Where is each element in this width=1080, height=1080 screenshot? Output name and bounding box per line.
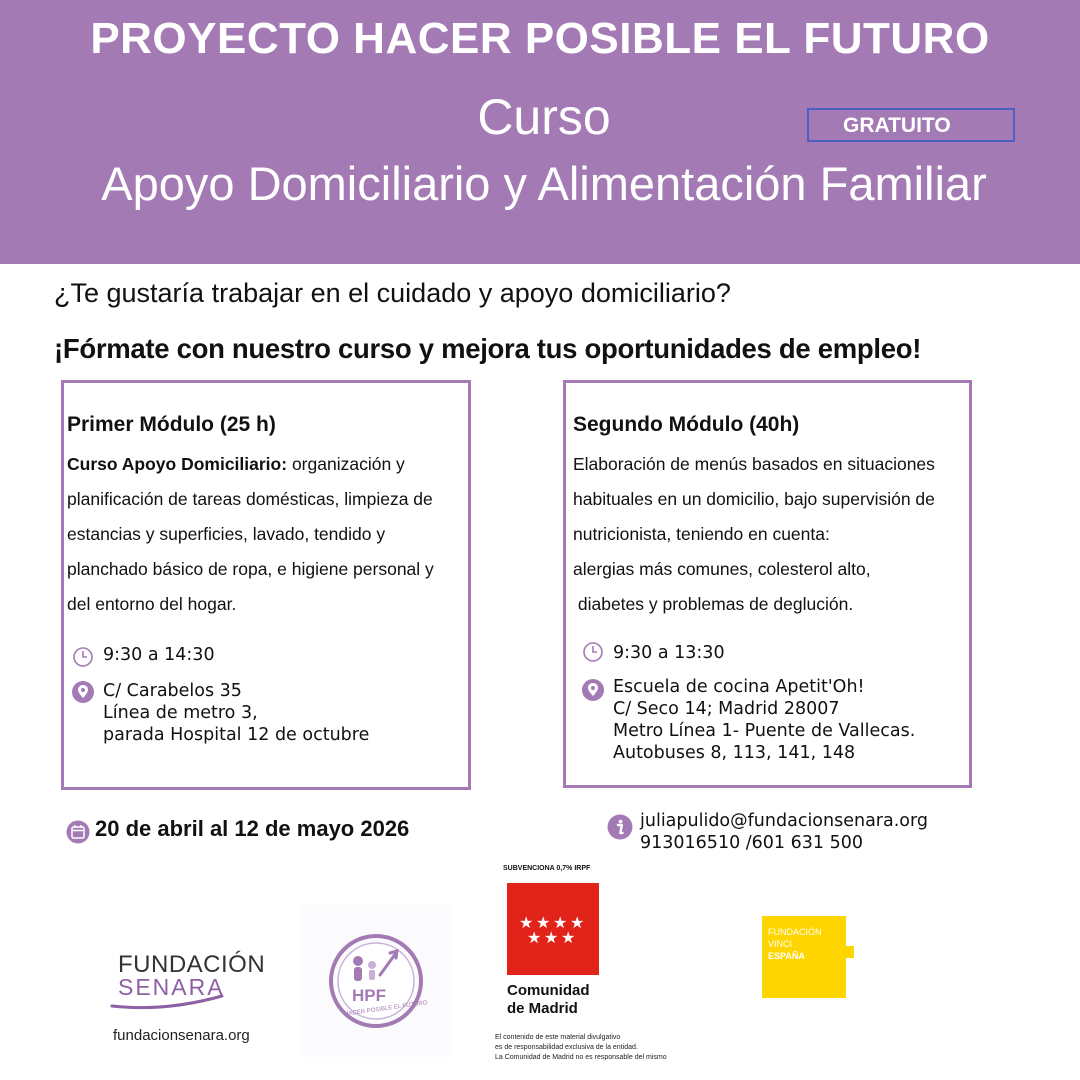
contact-email[interactable]: juliapulido@fundacionsenara.org — [640, 811, 928, 831]
vinci-line2: VINCI — [768, 939, 793, 949]
calendar-icon — [66, 820, 90, 844]
hpf-logo-badge — [300, 905, 452, 1057]
info-icon — [607, 814, 633, 840]
disclaimer-line: El contenido de este material divulgativo — [495, 1034, 621, 1041]
address-line: Escuela de cocina Apetit'Oh! — [613, 677, 865, 697]
svg-text:★: ★ — [570, 913, 585, 932]
senara-logo-line1: FUNDACIÓN — [118, 951, 266, 978]
project-title: PROYECTO HACER POSIBLE EL FUTURO — [90, 14, 990, 63]
location-pin-icon — [581, 678, 605, 704]
madrid-logo-line2: de Madrid — [507, 1000, 578, 1017]
address-line: C/ Carabelos 35 — [103, 681, 242, 701]
module2-line: alergias más comunes, colesterol alto, — [573, 559, 871, 579]
svg-text:★: ★ — [553, 913, 568, 932]
svg-text:★: ★ — [544, 928, 559, 947]
svg-text:★: ★ — [519, 913, 534, 932]
module2-line: habituales en un domicilio, bajo supervisión de — [573, 489, 935, 509]
senara-logo-line2: SENARA — [118, 974, 225, 1000]
call-to-action: ¡Fórmate con nuestro curso y mejora tus oportunidades de empleo! — [54, 333, 922, 364]
senara-swoosh-icon — [110, 994, 225, 1014]
disclaimer-line: La Comunidad de Madrid no es responsable del mismo — [495, 1054, 667, 1061]
vinci-logo-tab — [846, 946, 854, 958]
module1-address — [103, 680, 369, 746]
disclaimer-line: es de responsabilidad exclusiva de la entidad. — [495, 1044, 638, 1051]
intro-question: ¿Te gustaría trabajar en el cuidado y apoyo domiciliario? — [54, 278, 731, 308]
module1-line: organización y — [287, 454, 405, 474]
course-name: Apoyo Domiciliario y Alimentación Familiar — [101, 157, 987, 210]
madrid-logo-line1: Comunidad — [507, 982, 590, 999]
module1-lead: Curso Apoyo Domiciliario: — [67, 454, 288, 474]
svg-text:★: ★ — [561, 928, 576, 947]
free-badge: GRATUITO — [807, 108, 1015, 142]
vinci-line1: FUNDACIÓN — [768, 927, 822, 937]
clock-icon — [72, 646, 94, 668]
madrid-disclaimer — [495, 1033, 667, 1063]
course-word: Curso — [477, 89, 611, 145]
contact-info — [640, 810, 928, 854]
module1-time: 9:30 a 14:30 — [103, 645, 215, 665]
hpf-ring-text: HACER POSIBLE EL FUTURO — [343, 1000, 428, 1018]
module1-line: planchado básico de ropa, e higiene personal y — [67, 559, 434, 579]
module2-line: nutricionista, teniendo en cuenta: — [573, 524, 830, 544]
module2-line: Elaboración de menús basados en situaciones — [573, 454, 935, 474]
address-line: Autobuses 8, 113, 141, 148 — [613, 743, 856, 763]
module1-line: planificación de tareas domésticas, limpieza de — [67, 489, 433, 509]
module2-title: Segundo Módulo (40h) — [573, 413, 800, 436]
hpf-logo-text: HPF — [352, 986, 386, 1005]
madrid-flag-icon — [507, 883, 599, 975]
vinci-logo-text — [768, 926, 822, 962]
module2-description — [573, 447, 935, 622]
contact-phones: 913016510 /601 631 500 — [640, 833, 863, 853]
senara-url[interactable]: fundacionsenara.org — [113, 1027, 250, 1044]
address-line: parada Hospital 12 de octubre — [103, 725, 370, 745]
location-pin-icon — [71, 680, 95, 706]
module2-time: 9:30 a 13:30 — [613, 643, 725, 663]
subvenciona-text: SUBVENCIONA 0,7% IRPF — [503, 865, 591, 872]
svg-text:★: ★ — [527, 928, 542, 947]
header-banner — [0, 0, 1080, 264]
vinci-line3: ESPAÑA — [768, 951, 805, 961]
module1-title: Primer Módulo (25 h) — [67, 413, 276, 436]
address-line: C/ Seco 14; Madrid 28007 — [613, 699, 840, 719]
module1-description — [67, 447, 434, 622]
course-dates: 20 de abril al 12 de mayo 2026 — [95, 816, 410, 841]
module2-line: diabetes y problemas de deglución. — [573, 594, 854, 614]
address-line: Metro Línea 1- Puente de Vallecas. — [613, 721, 916, 741]
madrid-logo-text — [507, 982, 590, 1018]
module2-address — [613, 676, 915, 764]
address-line: Línea de metro 3, — [103, 703, 258, 723]
svg-text:★: ★ — [536, 913, 551, 932]
module1-line: estancias y superficies, lavado, tendido y — [67, 524, 386, 544]
clock-icon — [582, 641, 604, 663]
module1-line: del entorno del hogar. — [67, 594, 237, 614]
